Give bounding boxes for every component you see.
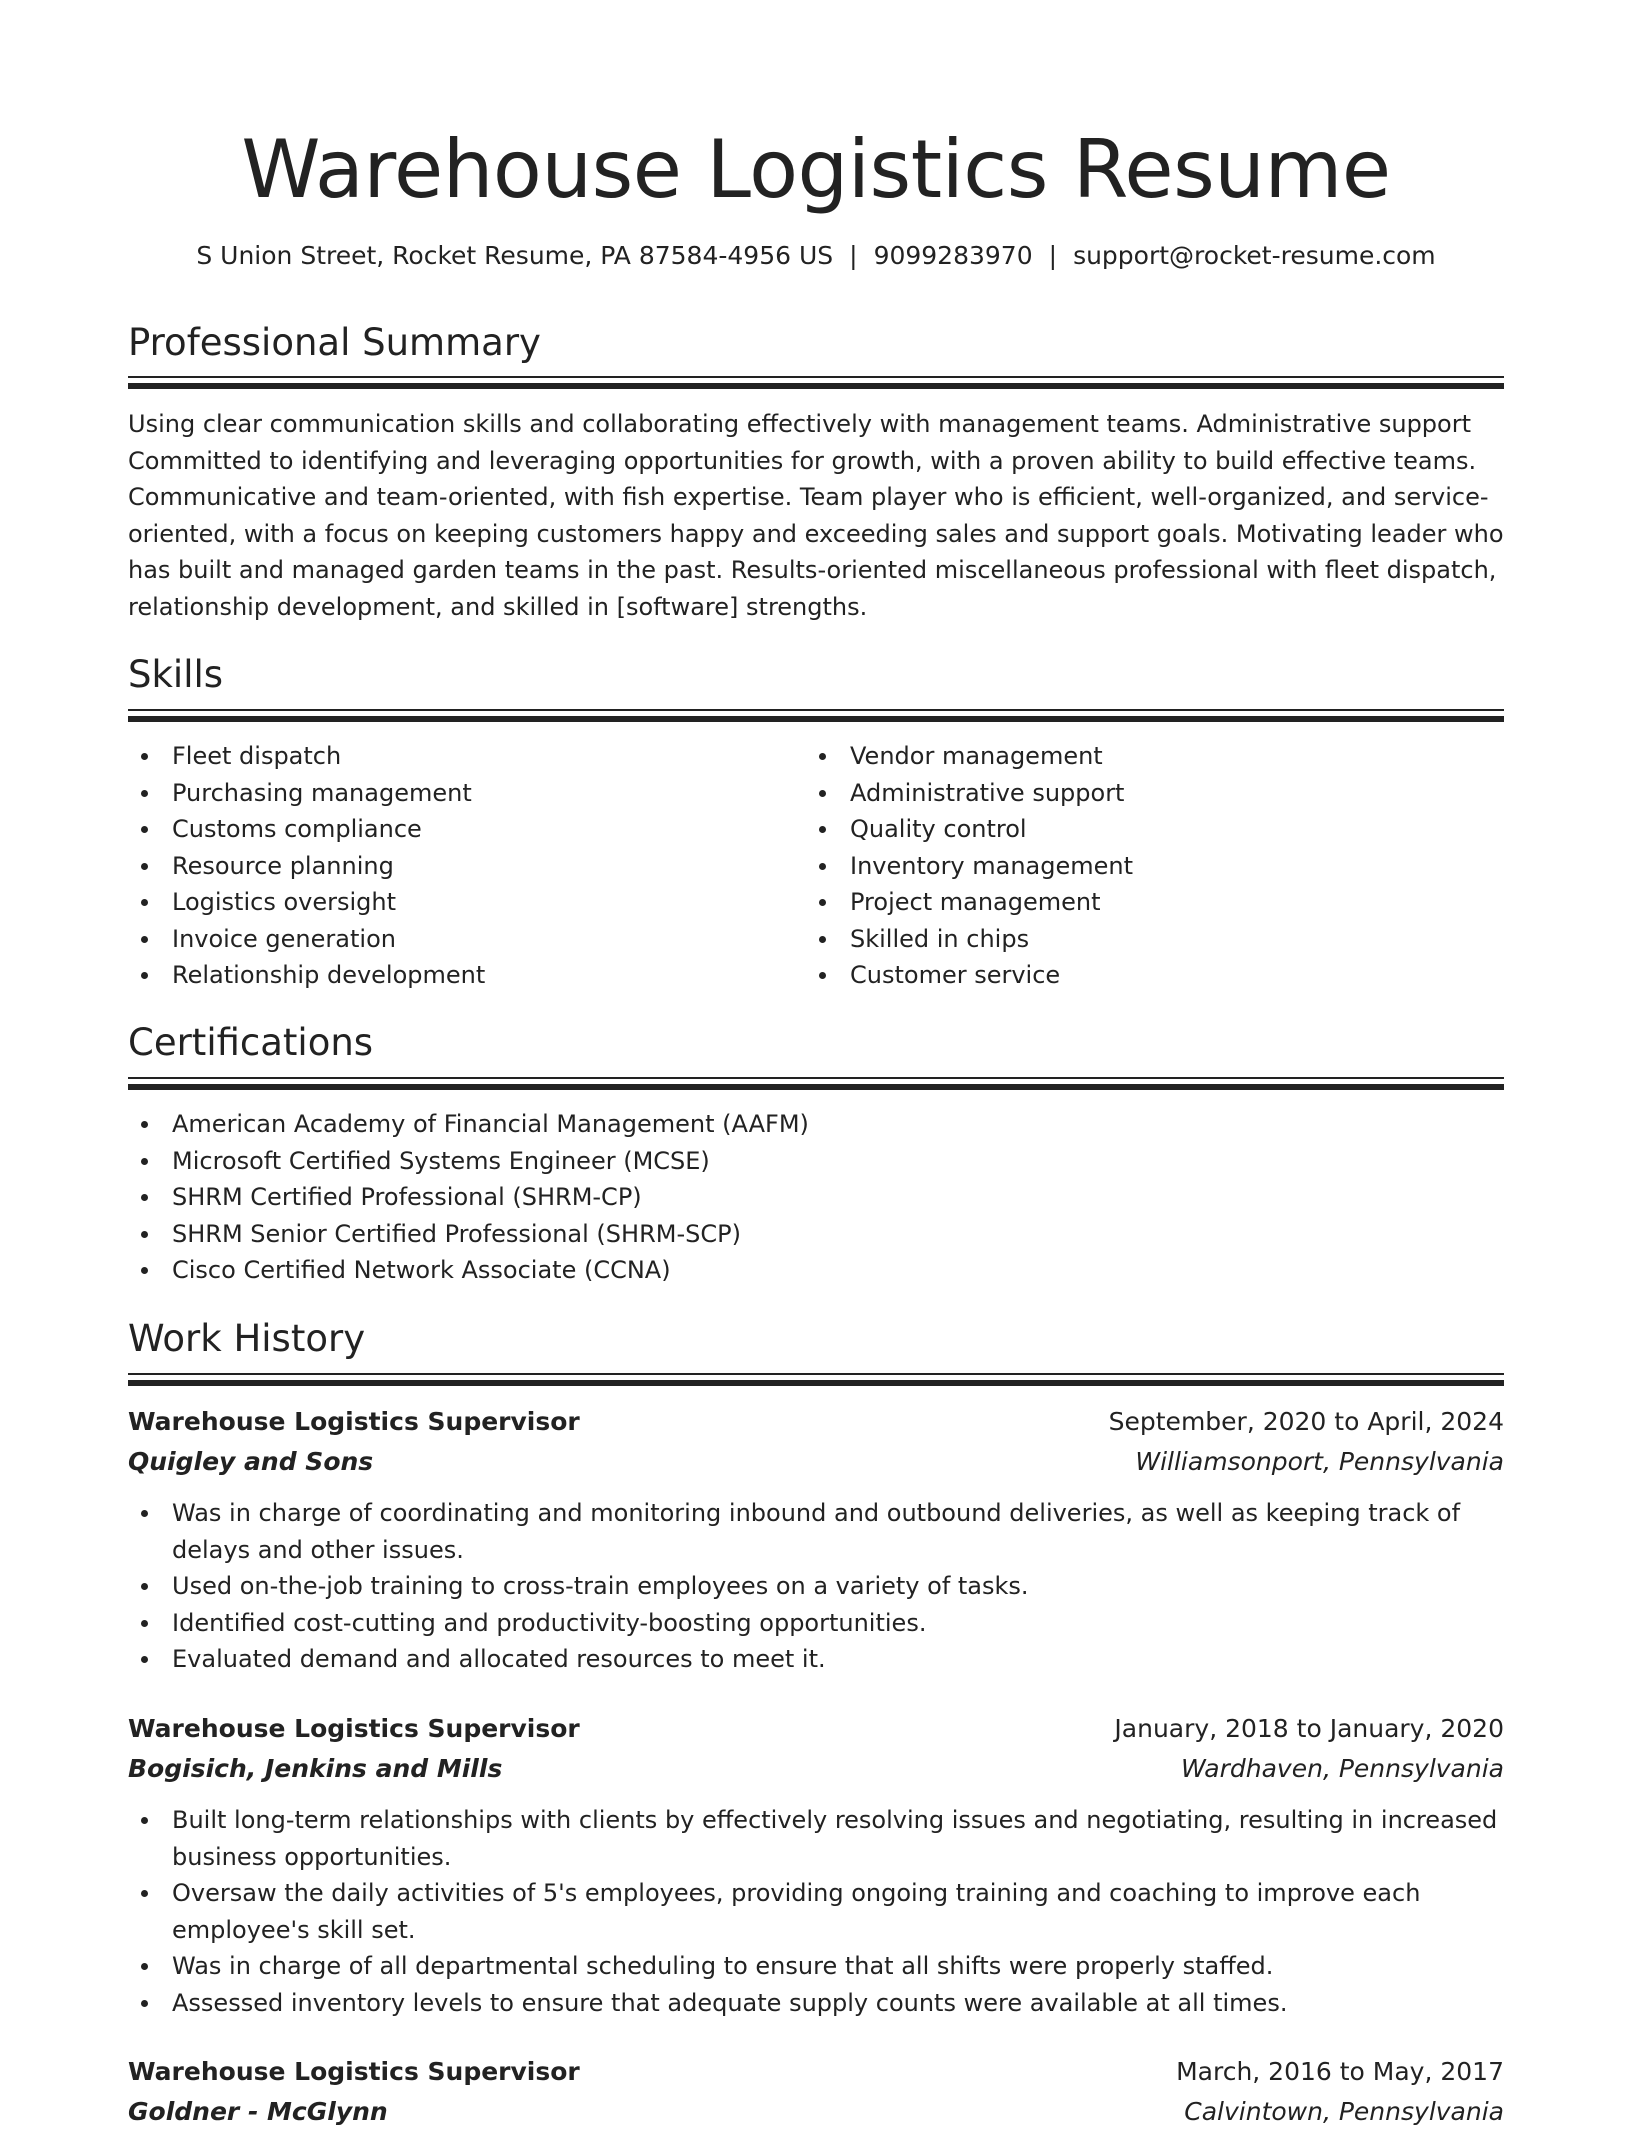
job-bullet: Used on-the-job training to cross-train employees on a variety of tasks. — [128, 1568, 1504, 1605]
job-bullet: Identified cost-cutting and productivity-boosting opportunities. — [128, 1605, 1504, 1642]
section-heading-certifications: Certifications — [128, 1021, 374, 1064]
contact-phone: 9099283970 — [873, 241, 1033, 270]
contact-separator: | — [849, 241, 858, 270]
skill-item: Quality control — [806, 811, 1466, 848]
job-header-row — [128, 1709, 1504, 1749]
job-company: Quigley and Sons — [128, 1447, 374, 1476]
skill-item: Skilled in chips — [806, 921, 1466, 958]
contact-separator: | — [1048, 241, 1058, 270]
job-company-row — [128, 1442, 1504, 1482]
job-entry — [128, 2052, 1504, 2132]
section-heading-summary: Professional Summary — [128, 321, 541, 364]
job-header-row — [128, 1402, 1504, 1442]
skill-item: Resource planning — [128, 848, 788, 885]
job-bullet: Was in charge of coordinating and monitoring inbound and outbound deliveries, as well as keeping track of delays and other issues. — [128, 1495, 1504, 1568]
skill-item: Invoice generation — [128, 921, 788, 958]
section-divider — [128, 1077, 1504, 1090]
job-company: Bogisich, Jenkins and Mills — [128, 1754, 503, 1783]
job-bullet: Assessed inventory levels to ensure that adequate supply counts were available at all times. — [128, 1985, 1504, 2022]
job-location: Williamsonport, Pennsylvania — [1135, 1447, 1504, 1476]
resume-title: Warehouse Logistics Resume — [241, 123, 1391, 216]
skill-item: Administrative support — [806, 775, 1466, 812]
skill-item: Project management — [806, 884, 1466, 921]
certifications-list — [128, 1106, 1504, 1289]
section-divider — [128, 376, 1504, 389]
job-bullets — [128, 1802, 1504, 2021]
skill-item: Relationship development — [128, 957, 788, 994]
job-bullet: Built long-term relationships with clients by effectively resolving issues and negotiating, resulting in increased business opportunities. — [128, 1802, 1504, 1875]
certification-item: Cisco Certified Network Associate (CCNA) — [128, 1252, 1504, 1289]
contact-address: S Union Street, Rocket Resume, PA 87584-4956 US — [196, 241, 834, 270]
job-dates: September, 2020 to April, 2024 — [1108, 1407, 1504, 1436]
job-company-row — [128, 2092, 1504, 2132]
contact-line — [128, 238, 1504, 274]
skill-item: Logistics oversight — [128, 884, 788, 921]
job-title: Warehouse Logistics Supervisor — [128, 1407, 580, 1436]
skill-item: Customer service — [806, 957, 1466, 994]
job-entry — [128, 1709, 1504, 2021]
job-dates: January, 2018 to January, 2020 — [1114, 1714, 1504, 1743]
skill-item: Purchasing management — [128, 775, 788, 812]
section-heading-work-history: Work History — [128, 1317, 366, 1360]
section-heading-skills: Skills — [128, 653, 224, 696]
skill-item: Customs compliance — [128, 811, 788, 848]
job-company-row — [128, 1749, 1504, 1789]
job-entry — [128, 1402, 1504, 1678]
certification-item: American Academy of Financial Management (AAFM) — [128, 1106, 1504, 1143]
job-bullet: Evaluated demand and allocated resources to meet it. — [128, 1641, 1504, 1678]
job-title: Warehouse Logistics Supervisor — [128, 1714, 580, 1743]
skills-list-left — [128, 738, 788, 994]
job-header-row — [128, 2052, 1504, 2092]
summary-text: Using clear communication skills and collaborating effectively with management teams. Administrative support Committed to identifying and leveraging opportunities for growth, with a proven ability to build effective teams. Communicative and team-oriented, with fish expertise. Team player who is efficient, well-organized, and service-oriented, with a focus on keeping customers happy and exceeding sales and support goals. Motivating leader who has built and managed garden teams in the past. Results-oriented miscellaneous professional with fleet dispatch, relationship development, and skilled in [software] strengths. — [128, 410, 1504, 621]
skill-item: Vendor management — [806, 738, 1466, 775]
section-divider — [128, 709, 1504, 722]
contact-email: support@rocket-resume.com — [1073, 241, 1436, 270]
job-company: Goldner - McGlynn — [128, 2097, 388, 2126]
certification-item: Microsoft Certified Systems Engineer (MCSE) — [128, 1143, 1504, 1180]
skill-item: Fleet dispatch — [128, 738, 788, 775]
job-location: Calvintown, Pennsylvania — [1184, 2097, 1504, 2126]
job-bullet: Was in charge of all departmental scheduling to ensure that all shifts were properly staffed. — [128, 1948, 1504, 1985]
job-title: Warehouse Logistics Supervisor — [128, 2057, 580, 2086]
section-divider — [128, 1373, 1504, 1386]
skills-list-right — [806, 738, 1466, 994]
job-location: Wardhaven, Pennsylvania — [1180, 1754, 1504, 1783]
job-bullet: Oversaw the daily activities of 5's employees, providing ongoing training and coaching to improve each employee's skill set. — [128, 1875, 1504, 1948]
certification-item: SHRM Senior Certified Professional (SHRM-SCP) — [128, 1216, 1504, 1253]
job-dates: March, 2016 to May, 2017 — [1176, 2057, 1504, 2086]
skill-item: Inventory management — [806, 848, 1466, 885]
job-bullets — [128, 1495, 1504, 1678]
certification-item: SHRM Certified Professional (SHRM-CP) — [128, 1179, 1504, 1216]
